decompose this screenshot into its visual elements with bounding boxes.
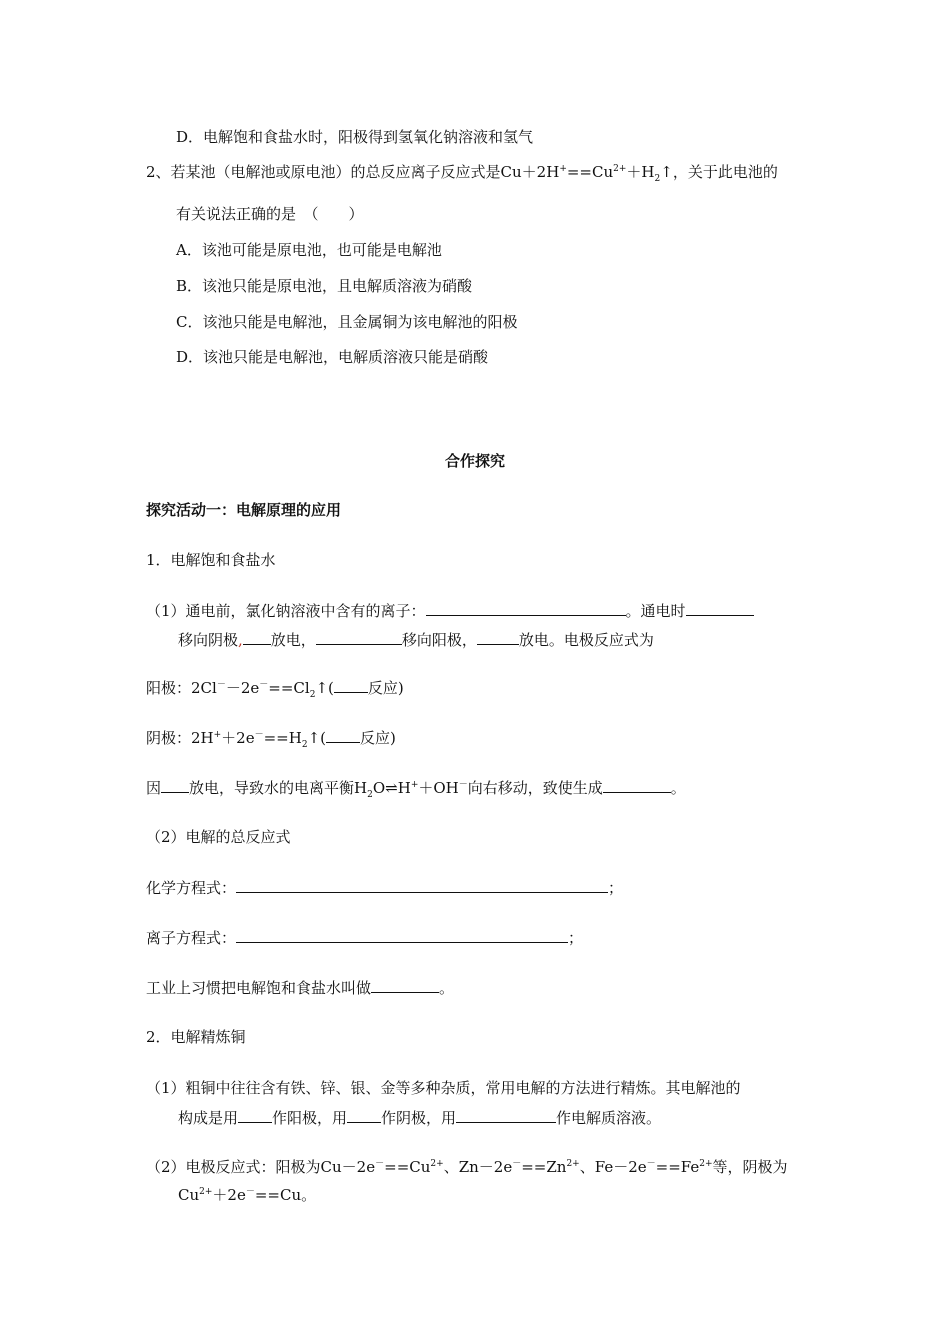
anode-equation: 阳极：$2Cl^--2e^-==Cl_2↑$( 反应) bbox=[146, 676, 404, 699]
part2-p2-line2: $Cu^{2+}+2e^-==Cu$。 bbox=[178, 1186, 317, 1204]
part2-p1-line2: 构成是用 作阳极，用 作阴极，用 作电解质溶液。 bbox=[178, 1106, 661, 1129]
part1-p2: （2）电解的总反应式 bbox=[146, 828, 291, 846]
anode-discharge-blank[interactable] bbox=[477, 628, 519, 645]
q2-option-c: C．该池只能是电解池，且金属铜为该电解池的阳极 bbox=[176, 313, 518, 331]
electrolyte-blank[interactable] bbox=[456, 1106, 556, 1123]
cathode-equation: 阴极：$2H^++2e^-==H_2↑$( 反应) bbox=[146, 726, 396, 749]
equilibrium-arrow-icon: ⇌ bbox=[385, 779, 398, 797]
product-blank[interactable] bbox=[603, 776, 671, 793]
industry-line: 工业上习惯把电解饱和食盐水叫做 。 bbox=[146, 976, 454, 999]
part1-p1-line1: （1）通电前，氯化钠溶液中含有的离子： 。通电时 bbox=[146, 599, 754, 622]
anode-reaction-blank[interactable] bbox=[334, 676, 368, 693]
part2-p1-line1: （1）粗铜中往往含有铁、锌、银、金等多种杂质，常用电解的方法进行精炼。其电解池的 bbox=[146, 1079, 741, 1097]
chemical-equation-blank[interactable] bbox=[236, 876, 608, 893]
prev-option-d: D．电解饱和食盐水时，阳极得到氢氧化钠溶液和氢气 bbox=[176, 128, 534, 146]
chemical-equation-line: 化学方程式： ； bbox=[146, 876, 623, 899]
q2-option-b: B．该池只能是原电池，且电解质溶液为硝酸 bbox=[176, 277, 473, 295]
section-title: 合作探究 bbox=[444, 452, 505, 470]
anode-migrate-blank[interactable] bbox=[316, 628, 402, 645]
red-mark: , bbox=[238, 631, 243, 649]
q2-stem: 2、若某池（电解池或原电池）的总反应离子反应式是$Cu+2H^+==Cu^{2+}+H_2↑$，关于此电池的 bbox=[146, 163, 778, 184]
cathode-migrate-blank[interactable] bbox=[686, 599, 754, 616]
anode-material-blank[interactable] bbox=[238, 1106, 272, 1123]
part2-heading: 2．电解精炼铜 bbox=[146, 1028, 246, 1046]
industry-name-blank[interactable] bbox=[371, 976, 439, 993]
ions-blank[interactable] bbox=[426, 599, 626, 616]
q2-stem-continued: 有关说法正确的是 （ ） bbox=[176, 205, 364, 223]
cathode-reaction-blank[interactable] bbox=[326, 726, 360, 743]
ionic-equation-line: 离子方程式： ； bbox=[146, 926, 583, 949]
part2-p2-line1: （2）电极反应式：阳极为$Cu-2e^-==Cu^{2+}$、$Zn-2e^-==Zn^{2+}$、$Fe-2e^-==Fe^{2+}$等，阴极为 bbox=[146, 1158, 788, 1176]
cathode-discharge-blank[interactable] bbox=[243, 628, 271, 645]
q2-option-d: D．该池只能是电解池，电解质溶液只能是硝酸 bbox=[176, 348, 489, 366]
cathode-material-blank[interactable] bbox=[347, 1106, 381, 1123]
ionic-equation-blank[interactable] bbox=[236, 926, 568, 943]
part1-p1-line2: 移向阴极, 放电， 移向阳极， 放电。电极反应式为 bbox=[178, 628, 654, 651]
part1-heading: 1．电解饱和食盐水 bbox=[146, 551, 276, 569]
because-line: 因 放电，导致水的电离平衡$H_2O\rightleftharpoons H^++OH^-$向右移动，致使生成 。 bbox=[146, 776, 686, 799]
activity-heading: 探究活动一：电解原理的应用 bbox=[146, 501, 342, 519]
because-discharge-blank[interactable] bbox=[161, 776, 189, 793]
q2-option-a: A．该池可能是原电池，也可能是电解池 bbox=[176, 241, 442, 259]
